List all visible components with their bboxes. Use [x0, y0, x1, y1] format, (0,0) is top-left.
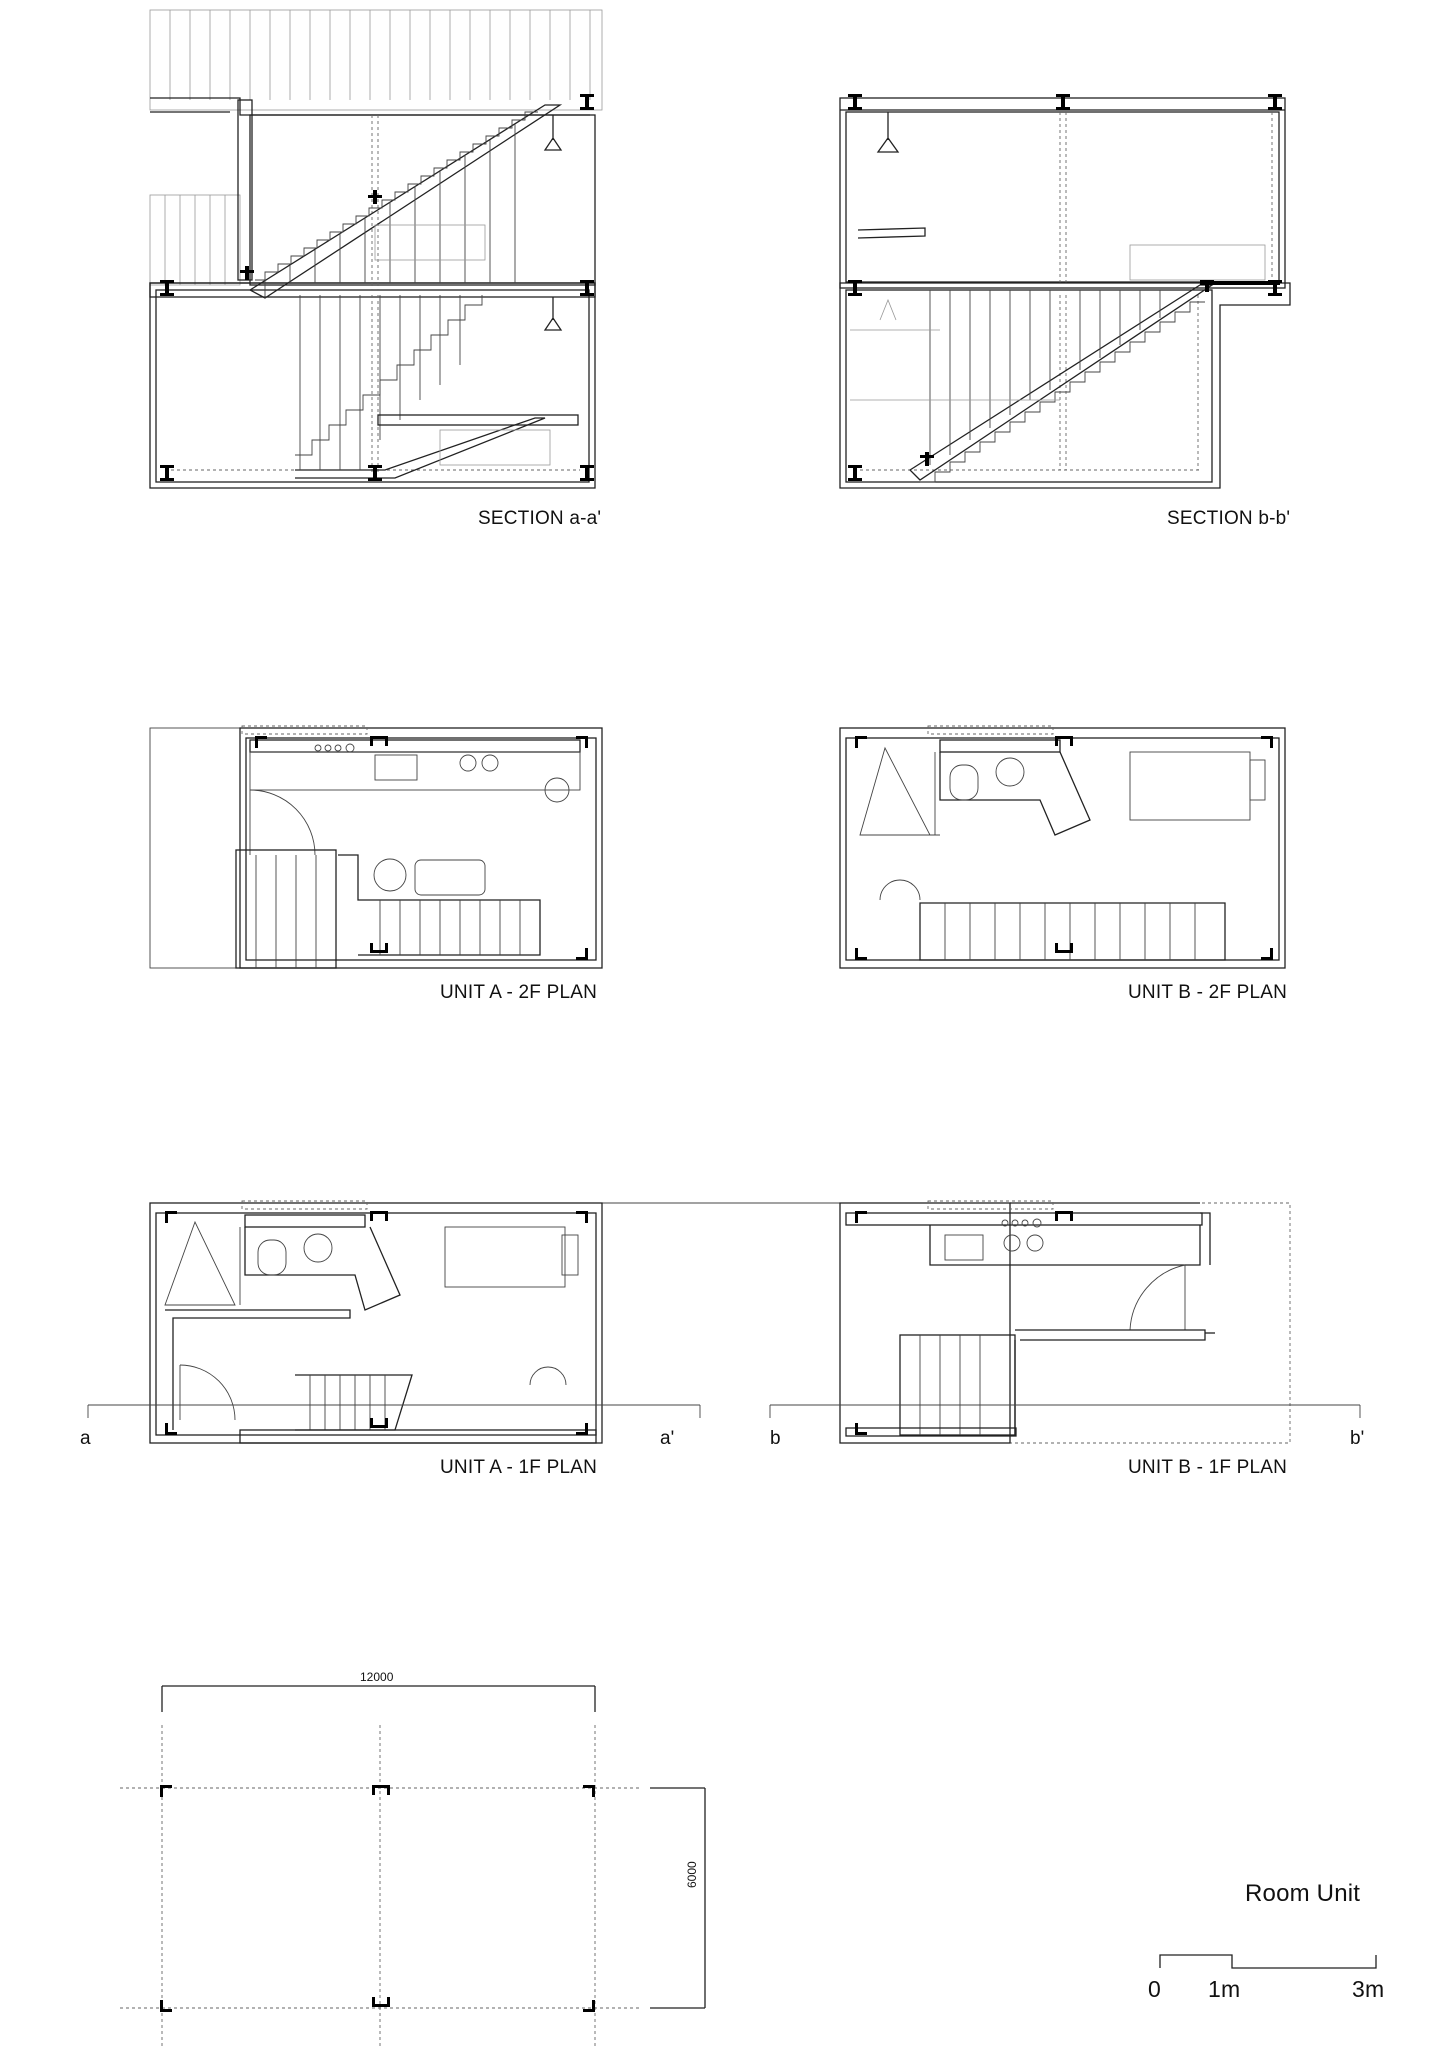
scale-bar: [1160, 1955, 1376, 1968]
section-b-label: SECTION b-b': [1167, 508, 1291, 529]
section-a-label: SECTION a-a': [478, 508, 602, 529]
cut-marker-b: b: [770, 1428, 781, 1449]
section-b-drawing: [840, 94, 1290, 488]
structural-grid-plan: [120, 1686, 705, 2049]
scale-tick-1m: 1m: [1208, 1976, 1241, 2002]
grid-width-dimension: 12000: [360, 1670, 394, 1684]
cut-marker-b-end: b': [1350, 1428, 1365, 1449]
unit-b-1f-plan: [840, 1201, 1290, 1443]
unit-b-1f-label: UNIT B - 1F PLAN: [1128, 1457, 1288, 1478]
unit-a-2f-plan: [150, 726, 602, 968]
scale-tick-3m: 3m: [1352, 1976, 1385, 2002]
scale-bar-title: Room Unit: [1245, 1880, 1361, 1907]
cut-marker-a-end: a': [660, 1428, 675, 1449]
unit-a-1f-label: UNIT A - 1F PLAN: [440, 1457, 598, 1478]
unit-b-2f-plan: [840, 726, 1285, 968]
scale-tick-0: 0: [1148, 1976, 1161, 2002]
unit-a-2f-label: UNIT A - 2F PLAN: [440, 982, 598, 1003]
cut-marker-a: a: [80, 1428, 91, 1449]
unit-a-1f-plan: [150, 1201, 840, 1443]
section-a-drawing: [150, 10, 602, 488]
unit-b-2f-label: UNIT B - 2F PLAN: [1128, 982, 1288, 1003]
grid-depth-dimension: 6000: [685, 1861, 699, 1888]
